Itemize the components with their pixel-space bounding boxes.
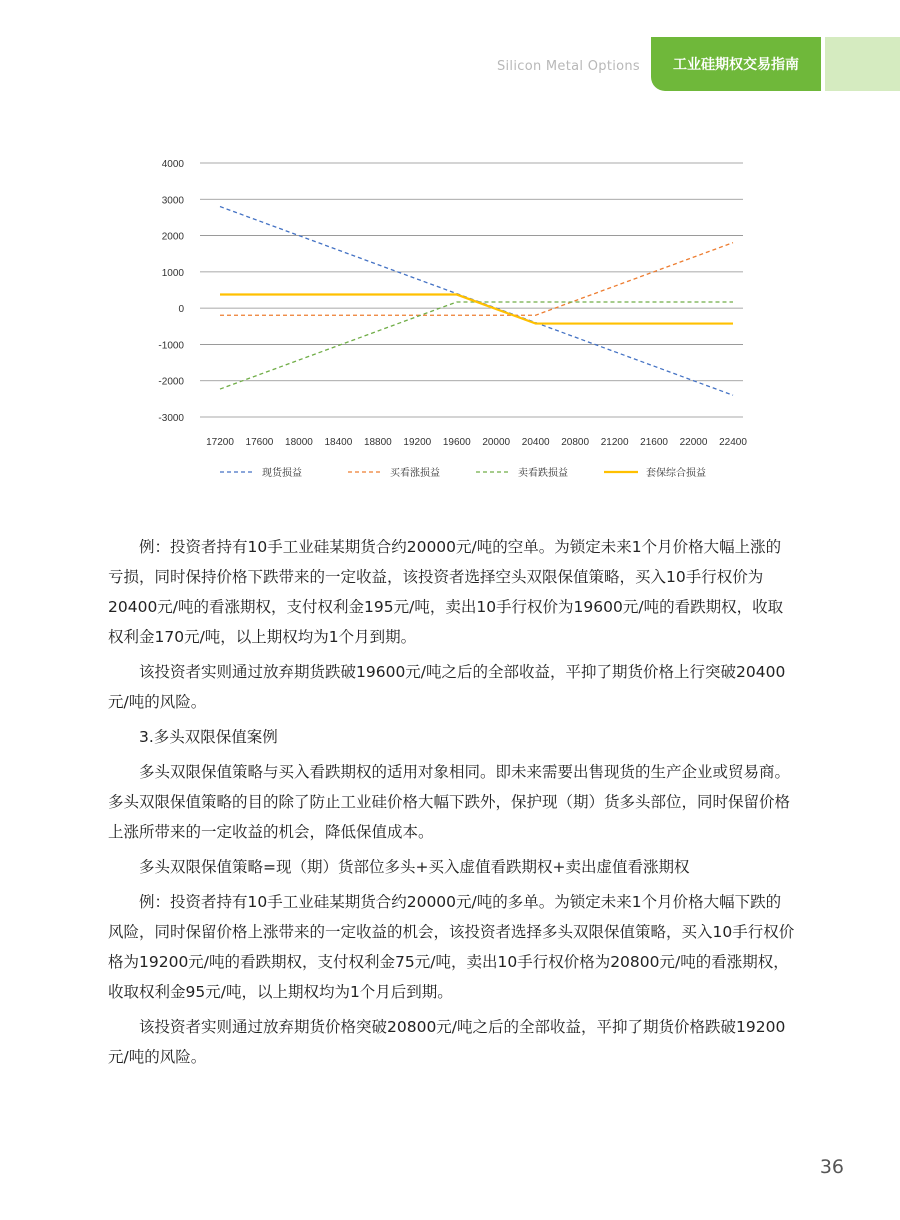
x-tick-label: 17600: [245, 437, 274, 448]
legend-label-1: 买看涨损益: [390, 468, 440, 479]
series-line-3: [220, 295, 733, 324]
x-tick-label: 20800: [561, 437, 590, 448]
page-number: 36: [819, 1156, 844, 1178]
paragraph-3: 多头双限保值策略与买入看跌期权的适用对象相同。即未来需要出售现货的生产企业或贸易商。多头双限保值策略的目的除了防止工业硅价格大幅下跌外，保护现（期）货多头部位，同时保留价格上涨所带来的一定收益的机会，降低保值成本。: [108, 763, 791, 841]
body-text: [108, 532, 796, 1077]
x-tick-label: 19600: [442, 437, 471, 448]
y-tick-label: 1000: [161, 267, 184, 279]
y-tick-label: -3000: [158, 413, 184, 424]
paragraph-5: 例：投资者持有10手工业硅某期货合约20000元/吨的多单。为锁定未来1个月价格大幅下跌的风险，同时保留价格上涨带来的一定收益的机会，该投资者选择多头双限保值策略，买入10手行权价格为19200元/吨的看跌期权，支付权利金75元/吨，卖出10手行权价格为20800元/吨的看涨期权，收取权利金95元/吨，以上期权均为1个月后到期。: [108, 893, 795, 1001]
legend-label-3: 套保综合损益: [646, 468, 706, 479]
paragraph-4: 多头双限保值策略=现（期）货部位多头+买入虚值看跌期权+卖出虚值看涨期权: [139, 858, 690, 876]
y-tick-label: -1000: [158, 340, 184, 352]
x-tick-label: 17200: [206, 437, 234, 448]
x-tick-label: 18800: [363, 437, 392, 448]
x-tick-label: 21600: [640, 437, 668, 448]
header-subtitle-en: Silicon Metal Options: [496, 59, 640, 74]
payoff-chart-svg: [140, 145, 760, 490]
series-line-2: [220, 302, 733, 389]
y-tick-label: 2000: [161, 231, 184, 243]
x-tick-label: 19200: [403, 437, 432, 448]
x-tick-label: 22000: [679, 437, 708, 448]
legend-label-0: 现货损益: [262, 468, 302, 479]
x-tick-label: 20000: [482, 437, 511, 448]
legend-label-2: 卖看跌损益: [518, 468, 568, 479]
x-tick-label: 20400: [521, 437, 550, 448]
x-tick-label: 18400: [324, 437, 353, 448]
paragraph-2: 3.多头双限保值案例: [139, 728, 278, 746]
y-tick-label: 3000: [161, 195, 184, 207]
paragraph-0: 例：投资者持有10手工业硅某期货合约20000元/吨的空单。为锁定未来1个月价格大幅上涨的亏损，同时保持价格下跌带来的一定收益，该投资者选择空头双限保值策略，买入10手行权价为20400元/吨的看涨期权，支付权利金195元/吨，卖出10手行权价为19600元/吨的看跌期权，收取权利金170元/吨，以上期权均为1个月到期。: [108, 538, 784, 646]
y-tick-label: -2000: [158, 376, 184, 388]
payoff-chart: [140, 145, 760, 490]
x-tick-label: 18000: [285, 437, 313, 448]
series-line-1: [220, 243, 733, 316]
paragraph-6: 该投资者实则通过放弃期货价格突破20800元/吨之后的全部收益，平抑了期货价格跌破19200元/吨的风险。: [108, 1018, 786, 1066]
y-tick-label: 4000: [161, 159, 184, 170]
paragraph-1: 该投资者实则通过放弃期货跌破19600元/吨之后的全部收益，平抑了期货价格上行突破20400元/吨的风险。: [108, 663, 786, 711]
y-tick-label: 0: [178, 304, 184, 316]
x-tick-label: 22400: [719, 437, 747, 448]
x-tick-label: 21200: [600, 437, 629, 448]
header-decor-block: [825, 37, 900, 91]
header-title-tab: 工业硅期权交易指南: [651, 37, 821, 91]
